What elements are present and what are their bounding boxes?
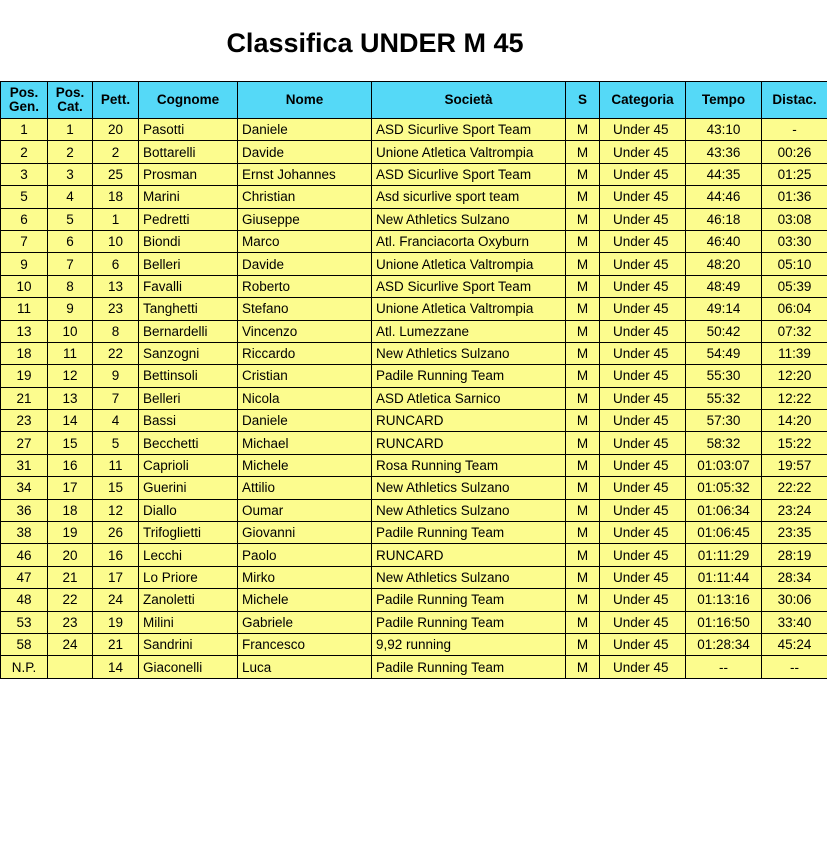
cell-nome: Daniele (238, 410, 372, 432)
cell-pett: 9 (93, 365, 139, 387)
cell-sesso: M (566, 275, 600, 297)
cell-societa: Unione Atletica Valtrompia (372, 253, 566, 275)
cell-cognome: Trifoglietti (139, 522, 238, 544)
cell-societa: Asd sicurlive sport team (372, 186, 566, 208)
table-row (1, 119, 827, 141)
cell-nome: Michael (238, 432, 372, 454)
cell-societa: Rosa Running Team (372, 454, 566, 476)
cell-cognome: Becchetti (139, 432, 238, 454)
cell-categoria: Under 45 (600, 365, 686, 387)
cell-societa: 9,92 running (372, 633, 566, 655)
cell-categoria: Under 45 (600, 611, 686, 633)
cell-categoria: Under 45 (600, 387, 686, 409)
table-row (1, 342, 827, 364)
cell-pett: 10 (93, 230, 139, 252)
cell-societa: New Athletics Sulzano (372, 499, 566, 521)
cell-pos-cat: 6 (48, 230, 93, 252)
cell-pos-gen: N.P. (1, 656, 48, 678)
cell-societa: ASD Sicurlive Sport Team (372, 119, 566, 141)
cell-tempo: 01:06:45 (686, 522, 762, 544)
cell-cognome: Giaconelli (139, 656, 238, 678)
cell-pett: 23 (93, 298, 139, 320)
cell-pos-gen: 27 (1, 432, 48, 454)
cell-distacco: 05:39 (762, 275, 827, 297)
cell-pos-cat: 19 (48, 522, 93, 544)
cell-nome: Mirko (238, 566, 372, 588)
cell-sesso: M (566, 253, 600, 275)
cell-societa: ASD Sicurlive Sport Team (372, 275, 566, 297)
cell-nome: Davide (238, 253, 372, 275)
header-nome: Nome (238, 82, 372, 119)
cell-pos-gen: 36 (1, 499, 48, 521)
cell-categoria: Under 45 (600, 320, 686, 342)
cell-categoria: Under 45 (600, 275, 686, 297)
cell-categoria: Under 45 (600, 589, 686, 611)
cell-categoria: Under 45 (600, 432, 686, 454)
cell-pos-gen: 13 (1, 320, 48, 342)
cell-tempo: 54:49 (686, 342, 762, 364)
cell-nome: Michele (238, 454, 372, 476)
cell-tempo: 48:49 (686, 275, 762, 297)
cell-cognome: Milini (139, 611, 238, 633)
cell-sesso: M (566, 163, 600, 185)
cell-pett: 13 (93, 275, 139, 297)
cell-cognome: Lo Priore (139, 566, 238, 588)
cell-pos-gen: 21 (1, 387, 48, 409)
cell-pett: 4 (93, 410, 139, 432)
cell-distacco: 03:30 (762, 230, 827, 252)
cell-nome: Christian (238, 186, 372, 208)
cell-sesso: M (566, 454, 600, 476)
cell-nome: Oumar (238, 499, 372, 521)
table-row (1, 163, 827, 185)
table-row (1, 410, 827, 432)
cell-categoria: Under 45 (600, 208, 686, 230)
cell-categoria: Under 45 (600, 477, 686, 499)
cell-pos-gen: 3 (1, 163, 48, 185)
cell-categoria: Under 45 (600, 522, 686, 544)
results-table (0, 81, 827, 679)
cell-tempo: 57:30 (686, 410, 762, 432)
table-row (1, 298, 827, 320)
cell-pos-gen: 7 (1, 230, 48, 252)
cell-pos-cat: 15 (48, 432, 93, 454)
table-row (1, 522, 827, 544)
cell-sesso: M (566, 522, 600, 544)
cell-cognome: Sanzogni (139, 342, 238, 364)
table-row (1, 499, 827, 521)
cell-nome: Vincenzo (238, 320, 372, 342)
table-row (1, 454, 827, 476)
cell-categoria: Under 45 (600, 656, 686, 678)
cell-categoria: Under 45 (600, 342, 686, 364)
cell-distacco: 12:22 (762, 387, 827, 409)
cell-tempo: 48:20 (686, 253, 762, 275)
cell-categoria: Under 45 (600, 119, 686, 141)
cell-distacco: 03:08 (762, 208, 827, 230)
cell-societa: RUNCARD (372, 544, 566, 566)
cell-categoria: Under 45 (600, 230, 686, 252)
cell-pett: 20 (93, 119, 139, 141)
cell-pett: 26 (93, 522, 139, 544)
cell-categoria: Under 45 (600, 566, 686, 588)
cell-distacco: 45:24 (762, 633, 827, 655)
cell-pett: 19 (93, 611, 139, 633)
table-row (1, 275, 827, 297)
cell-tempo: 01:03:07 (686, 454, 762, 476)
cell-pos-gen: 18 (1, 342, 48, 364)
table-row (1, 208, 827, 230)
cell-sesso: M (566, 208, 600, 230)
cell-pos-cat: 3 (48, 163, 93, 185)
cell-sesso: M (566, 186, 600, 208)
cell-pos-gen: 1 (1, 119, 48, 141)
cell-distacco: 07:32 (762, 320, 827, 342)
cell-categoria: Under 45 (600, 298, 686, 320)
cell-pett: 24 (93, 589, 139, 611)
cell-pos-cat: 4 (48, 186, 93, 208)
cell-nome: Michele (238, 589, 372, 611)
cell-societa: Padile Running Team (372, 589, 566, 611)
cell-cognome: Belleri (139, 253, 238, 275)
header-cognome: Cognome (139, 82, 238, 119)
cell-pos-gen: 2 (1, 141, 48, 163)
table-row (1, 365, 827, 387)
cell-nome: Giovanni (238, 522, 372, 544)
cell-categoria: Under 45 (600, 454, 686, 476)
cell-sesso: M (566, 141, 600, 163)
cell-nome: Riccardo (238, 342, 372, 364)
cell-tempo: -- (686, 656, 762, 678)
cell-tempo: 44:35 (686, 163, 762, 185)
cell-categoria: Under 45 (600, 544, 686, 566)
cell-distacco: 01:25 (762, 163, 827, 185)
cell-tempo: 58:32 (686, 432, 762, 454)
cell-cognome: Biondi (139, 230, 238, 252)
table-row (1, 544, 827, 566)
cell-pos-cat: 16 (48, 454, 93, 476)
cell-societa: Atl. Franciacorta Oxyburn (372, 230, 566, 252)
cell-nome: Marco (238, 230, 372, 252)
cell-pos-cat: 22 (48, 589, 93, 611)
cell-categoria: Under 45 (600, 633, 686, 655)
cell-nome: Francesco (238, 633, 372, 655)
header-distacco: Distac. (762, 82, 827, 119)
cell-pos-gen: 38 (1, 522, 48, 544)
cell-societa: New Athletics Sulzano (372, 208, 566, 230)
table-row (1, 230, 827, 252)
cell-tempo: 01:28:34 (686, 633, 762, 655)
cell-distacco: 22:22 (762, 477, 827, 499)
cell-pos-gen: 6 (1, 208, 48, 230)
cell-sesso: M (566, 589, 600, 611)
cell-nome: Stefano (238, 298, 372, 320)
cell-tempo: 50:42 (686, 320, 762, 342)
header-pett: Pett. (93, 82, 139, 119)
cell-tempo: 55:30 (686, 365, 762, 387)
cell-cognome: Belleri (139, 387, 238, 409)
cell-cognome: Pasotti (139, 119, 238, 141)
cell-cognome: Favalli (139, 275, 238, 297)
cell-pett: 14 (93, 656, 139, 678)
cell-cognome: Guerini (139, 477, 238, 499)
cell-distacco: 23:24 (762, 499, 827, 521)
cell-sesso: M (566, 432, 600, 454)
cell-pett: 15 (93, 477, 139, 499)
cell-cognome: Sandrini (139, 633, 238, 655)
cell-pett: 5 (93, 432, 139, 454)
cell-nome: Gabriele (238, 611, 372, 633)
cell-distacco: 00:26 (762, 141, 827, 163)
cell-distacco: 19:57 (762, 454, 827, 476)
cell-cognome: Caprioli (139, 454, 238, 476)
cell-cognome: Tanghetti (139, 298, 238, 320)
cell-pos-cat: 21 (48, 566, 93, 588)
cell-sesso: M (566, 342, 600, 364)
cell-pos-gen: 19 (1, 365, 48, 387)
header-pos-gen: Pos. Gen. (1, 82, 48, 119)
cell-distacco: 05:10 (762, 253, 827, 275)
cell-categoria: Under 45 (600, 253, 686, 275)
cell-pos-cat: 7 (48, 253, 93, 275)
cell-societa: Padile Running Team (372, 522, 566, 544)
cell-distacco: 23:35 (762, 522, 827, 544)
cell-sesso: M (566, 298, 600, 320)
cell-sesso: M (566, 477, 600, 499)
cell-tempo: 01:11:29 (686, 544, 762, 566)
cell-distacco: - (762, 119, 827, 141)
cell-distacco: 11:39 (762, 342, 827, 364)
cell-cognome: Lecchi (139, 544, 238, 566)
cell-distacco: 30:06 (762, 589, 827, 611)
cell-pos-gen: 34 (1, 477, 48, 499)
cell-pos-cat: 9 (48, 298, 93, 320)
cell-pos-gen: 9 (1, 253, 48, 275)
cell-tempo: 43:36 (686, 141, 762, 163)
cell-nome: Ernst Johannes (238, 163, 372, 185)
cell-nome: Attilio (238, 477, 372, 499)
cell-cognome: Marini (139, 186, 238, 208)
cell-pett: 8 (93, 320, 139, 342)
cell-categoria: Under 45 (600, 410, 686, 432)
cell-tempo: 01:11:44 (686, 566, 762, 588)
cell-societa: Padile Running Team (372, 611, 566, 633)
cell-societa: Padile Running Team (372, 656, 566, 678)
cell-cognome: Bottarelli (139, 141, 238, 163)
table-row (1, 633, 827, 655)
table-row (1, 611, 827, 633)
cell-pos-cat: 2 (48, 141, 93, 163)
cell-societa: Atl. Lumezzane (372, 320, 566, 342)
cell-nome: Roberto (238, 275, 372, 297)
cell-cognome: Bernardelli (139, 320, 238, 342)
cell-societa: ASD Atletica Sarnico (372, 387, 566, 409)
header-sesso: S (566, 82, 600, 119)
cell-sesso: M (566, 119, 600, 141)
cell-cognome: Bassi (139, 410, 238, 432)
cell-distacco: 06:04 (762, 298, 827, 320)
cell-pos-gen: 11 (1, 298, 48, 320)
cell-nome: Daniele (238, 119, 372, 141)
cell-pos-cat: 1 (48, 119, 93, 141)
cell-tempo: 46:18 (686, 208, 762, 230)
cell-pett: 21 (93, 633, 139, 655)
cell-societa: RUNCARD (372, 432, 566, 454)
cell-nome: Nicola (238, 387, 372, 409)
cell-sesso: M (566, 611, 600, 633)
cell-pos-cat (48, 656, 93, 678)
cell-pett: 7 (93, 387, 139, 409)
cell-pett: 16 (93, 544, 139, 566)
cell-societa: New Athletics Sulzano (372, 477, 566, 499)
cell-sesso: M (566, 365, 600, 387)
table-row (1, 477, 827, 499)
cell-pos-gen: 47 (1, 566, 48, 588)
table-row (1, 656, 827, 678)
cell-pos-cat: 12 (48, 365, 93, 387)
cell-societa: New Athletics Sulzano (372, 566, 566, 588)
cell-distacco: 01:36 (762, 186, 827, 208)
cell-pett: 18 (93, 186, 139, 208)
cell-categoria: Under 45 (600, 186, 686, 208)
cell-pos-cat: 13 (48, 387, 93, 409)
cell-pos-cat: 17 (48, 477, 93, 499)
cell-societa: Padile Running Team (372, 365, 566, 387)
table-row (1, 432, 827, 454)
cell-tempo: 01:05:32 (686, 477, 762, 499)
cell-cognome: Pedretti (139, 208, 238, 230)
cell-pos-cat: 20 (48, 544, 93, 566)
cell-pos-gen: 23 (1, 410, 48, 432)
cell-nome: Paolo (238, 544, 372, 566)
cell-pos-gen: 53 (1, 611, 48, 633)
page-title: Classifica UNDER M 45 (226, 28, 524, 58)
cell-nome: Davide (238, 141, 372, 163)
cell-sesso: M (566, 633, 600, 655)
cell-societa: Unione Atletica Valtrompia (372, 298, 566, 320)
cell-cognome: Zanoletti (139, 589, 238, 611)
cell-nome: Giuseppe (238, 208, 372, 230)
cell-pos-gen: 46 (1, 544, 48, 566)
cell-tempo: 49:14 (686, 298, 762, 320)
cell-pos-gen: 48 (1, 589, 48, 611)
cell-tempo: 43:10 (686, 119, 762, 141)
cell-sesso: M (566, 566, 600, 588)
cell-pos-cat: 14 (48, 410, 93, 432)
cell-pos-cat: 11 (48, 342, 93, 364)
table-body (1, 119, 827, 679)
cell-pett: 12 (93, 499, 139, 521)
cell-categoria: Under 45 (600, 141, 686, 163)
table-row (1, 589, 827, 611)
table-row (1, 320, 827, 342)
cell-societa: New Athletics Sulzano (372, 342, 566, 364)
cell-sesso: M (566, 320, 600, 342)
cell-cognome: Diallo (139, 499, 238, 521)
cell-pos-cat: 24 (48, 633, 93, 655)
cell-distacco: 33:40 (762, 611, 827, 633)
table-row (1, 253, 827, 275)
cell-distacco: 28:34 (762, 566, 827, 588)
cell-distacco: -- (762, 656, 827, 678)
cell-nome: Cristian (238, 365, 372, 387)
cell-sesso: M (566, 230, 600, 252)
cell-sesso: M (566, 656, 600, 678)
cell-pett: 2 (93, 141, 139, 163)
cell-distacco: 12:20 (762, 365, 827, 387)
cell-pett: 1 (93, 208, 139, 230)
cell-tempo: 44:46 (686, 186, 762, 208)
cell-pos-cat: 23 (48, 611, 93, 633)
cell-distacco: 14:20 (762, 410, 827, 432)
cell-pett: 22 (93, 342, 139, 364)
cell-categoria: Under 45 (600, 163, 686, 185)
cell-sesso: M (566, 499, 600, 521)
cell-tempo: 01:06:34 (686, 499, 762, 521)
cell-pos-gen: 5 (1, 186, 48, 208)
cell-pos-gen: 31 (1, 454, 48, 476)
cell-tempo: 46:40 (686, 230, 762, 252)
cell-distacco: 15:22 (762, 432, 827, 454)
cell-pett: 25 (93, 163, 139, 185)
cell-societa: RUNCARD (372, 410, 566, 432)
cell-pos-gen: 58 (1, 633, 48, 655)
cell-pos-cat: 10 (48, 320, 93, 342)
table-row (1, 141, 827, 163)
cell-sesso: M (566, 544, 600, 566)
cell-societa: ASD Sicurlive Sport Team (372, 163, 566, 185)
header-pos-cat: Pos. Cat. (48, 82, 93, 119)
cell-pos-cat: 8 (48, 275, 93, 297)
table-row (1, 566, 827, 588)
cell-tempo: 55:32 (686, 387, 762, 409)
cell-tempo: 01:13:16 (686, 589, 762, 611)
cell-distacco: 28:19 (762, 544, 827, 566)
cell-categoria: Under 45 (600, 499, 686, 521)
cell-pos-gen: 10 (1, 275, 48, 297)
cell-pos-cat: 5 (48, 208, 93, 230)
cell-cognome: Prosman (139, 163, 238, 185)
cell-pett: 6 (93, 253, 139, 275)
cell-nome: Luca (238, 656, 372, 678)
header-tempo: Tempo (686, 82, 762, 119)
cell-pos-cat: 18 (48, 499, 93, 521)
header-row (1, 82, 827, 119)
cell-sesso: M (566, 410, 600, 432)
table-row (1, 387, 827, 409)
header-societa: Società (372, 82, 566, 119)
cell-pett: 17 (93, 566, 139, 588)
table-row (1, 186, 827, 208)
cell-pett: 11 (93, 454, 139, 476)
cell-societa: Unione Atletica Valtrompia (372, 141, 566, 163)
header-categoria: Categoria (600, 82, 686, 119)
cell-cognome: Bettinsoli (139, 365, 238, 387)
cell-tempo: 01:16:50 (686, 611, 762, 633)
cell-sesso: M (566, 387, 600, 409)
